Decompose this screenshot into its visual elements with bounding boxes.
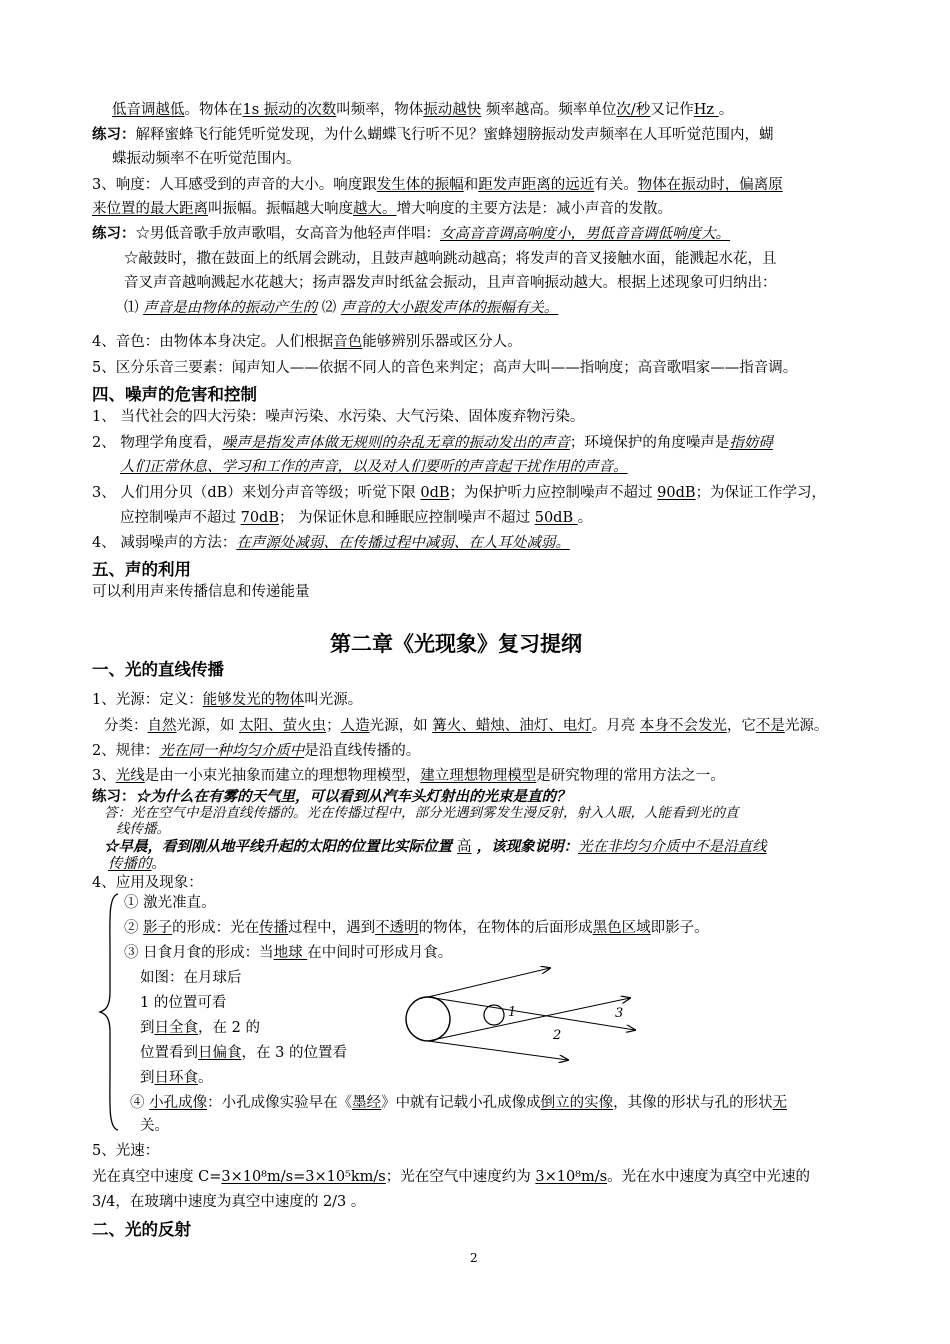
underlined-term: 本身不会发光 xyxy=(639,718,727,734)
text: ☆男低音歌手放声歌唱，女高音为他轻声伴唱： xyxy=(135,226,440,242)
exercise-label: 练习： xyxy=(92,126,136,143)
underlined-term: 传播 xyxy=(259,920,289,936)
text-line xyxy=(140,1018,260,1038)
underlined-term: 物体在振动时，偏离原 xyxy=(637,177,783,193)
text-line xyxy=(140,1043,347,1063)
text: 是沿直线传播的。 xyxy=(304,743,421,759)
underlined-term: 振动越快 xyxy=(423,102,482,118)
underlined-term: 太阳、萤火虫 xyxy=(239,718,327,734)
text-line xyxy=(92,175,783,195)
question-line xyxy=(104,838,767,856)
text: ⑵ xyxy=(317,300,341,316)
ray-line xyxy=(428,1041,568,1060)
ray-line xyxy=(428,968,550,997)
text: 。月亮 xyxy=(591,718,640,734)
underlined-term: 人造 xyxy=(340,718,370,734)
text-line xyxy=(92,533,570,553)
underlined-term: 90dB xyxy=(657,485,696,501)
underlined-term: 日环食 xyxy=(154,1070,198,1086)
text-line: ☆敲鼓时，撒在鼓面上的纸屑会跳动，且鼓声越响跳动越高；将发声的音叉接触水面，能溅起水花，且 xyxy=(124,251,777,267)
text: 的物体，在物体的后面形成 xyxy=(418,920,593,936)
underlined-term: 小孔成像 xyxy=(149,1095,208,1111)
text-line: 如图：在月球后 xyxy=(140,970,242,986)
list-item xyxy=(130,1093,787,1113)
exercise-label: 练习： xyxy=(92,225,136,242)
text: 。物体在 xyxy=(184,102,243,118)
text-line xyxy=(92,483,826,503)
text: 光在真空中速度 C= xyxy=(92,1169,222,1185)
text: 的形成：光在 xyxy=(172,920,260,936)
underlined-term: 地球 xyxy=(273,945,308,961)
text: 。光在水中速度为真空中光速的 xyxy=(607,1169,811,1185)
underlined-term: 光线 xyxy=(115,768,145,784)
text: 。 xyxy=(718,102,734,118)
answer: 指妨碍 xyxy=(729,435,773,451)
text: 频率越高。频率单位 xyxy=(481,102,617,118)
answer-line: 答：光在空气中是沿直线传播的。光在传播过程中，部分光遇到雾发生漫反射，射入人眼，人能看到光的直 xyxy=(104,805,739,821)
text-line xyxy=(140,1068,213,1088)
text: ； xyxy=(326,718,341,734)
text: 到 xyxy=(140,1070,155,1086)
underlined-term: 墨经 xyxy=(352,1095,382,1111)
answer: 声音的大小跟发声体的振幅有关。 xyxy=(340,300,559,316)
label-2: 2 xyxy=(553,1028,562,1043)
text-line: 关。 xyxy=(140,1118,169,1134)
text: ，在 3 的位置看 xyxy=(241,1045,347,1061)
text-line: 3/4，在玻璃中速度为真空中速度的 2/3 。 xyxy=(92,1194,366,1210)
underlined-term: 不透明 xyxy=(375,920,419,936)
text: ；光在空气中速度约为 xyxy=(385,1169,536,1185)
label-1: 1 xyxy=(508,1005,517,1020)
answer: 女高音音调高响度小，男低音音调低响度大。 xyxy=(440,226,730,242)
underlined-term: 0dB xyxy=(420,485,450,501)
underlined-term: 3×10⁸m/s xyxy=(535,1169,608,1185)
question: ☆早晨，看到刚从地平线升起的太阳的位置比实际位置 xyxy=(104,838,458,855)
underlined-term: 来位置的最大距离 xyxy=(92,201,208,217)
underlined-term: 音色 xyxy=(333,334,363,350)
ray-line xyxy=(428,998,630,1041)
underlined-term: 建立理想物理模型 xyxy=(420,768,537,784)
answer: 在声源处减弱、在传播过程中减弱、在人耳处减弱。 xyxy=(236,535,570,551)
text: 到 xyxy=(140,1020,155,1036)
underlined-term: 发生体的振幅 xyxy=(376,177,464,193)
text: 是由一小束光抽象而建立的理想物理模型， xyxy=(144,768,421,784)
underlined-term: 日全食 xyxy=(154,1020,198,1036)
text: 》中就有记载小孔成像成 xyxy=(381,1095,541,1111)
underlined-term: 倒立的实像 xyxy=(540,1095,614,1111)
underlined-term: 越大。 xyxy=(353,201,397,217)
text-line: 音叉声音越响溅起水花越大；扬声器发声时纸盆会振动，且声音响振动越大。根据上述现象可归纳出： xyxy=(124,275,777,291)
text: 。 xyxy=(577,510,593,526)
text: ；环境保护的角度噪声是 xyxy=(569,435,730,451)
underlined-term: Hz xyxy=(693,102,719,118)
text: ⑴ xyxy=(124,300,144,316)
underlined-term: 黑色区域 xyxy=(592,920,651,936)
text: ④ xyxy=(130,1095,150,1111)
list-item xyxy=(124,918,709,938)
underlined-term: 能够发光的物体 xyxy=(202,692,305,708)
answer: 传播的 xyxy=(108,856,152,872)
underlined-term: 70dB xyxy=(240,510,279,526)
sun-circle xyxy=(406,997,450,1041)
text: 光源，如 xyxy=(176,718,240,734)
text: 解释蜜蜂飞行能凭听觉发现，为什么蝴蝶飞行听不见？蜜蜂翅膀振动发声频率在人耳听觉范围内，蝴 xyxy=(135,127,774,143)
text-line xyxy=(92,199,672,219)
underlined-term: 篝火、蜡烛、油灯、电灯 xyxy=(432,718,592,734)
text: 4、 减弱噪声的方法： xyxy=(92,535,237,551)
text-line xyxy=(92,1167,810,1187)
text: ，其像的形状与孔的形状 xyxy=(613,1095,773,1111)
list-item: ① 激光准直。 xyxy=(124,895,216,911)
answer: 高 xyxy=(457,839,472,855)
text: 能够辨别乐器或区分人。 xyxy=(362,334,522,350)
text-line xyxy=(124,298,558,318)
text: ；为保证工作学习， xyxy=(695,485,827,501)
exercise-line xyxy=(92,224,730,244)
text: 应控制噪声不超过 xyxy=(120,510,241,526)
underlined-term: 影子 xyxy=(143,920,173,936)
text: 3、响度：人耳感受到的声音的大小。响度跟 xyxy=(92,177,377,193)
answer: 噪声是指发声体做无规则的杂乱无章的振动发出的声音 xyxy=(221,435,570,451)
text-line xyxy=(92,741,420,761)
text: ； 为保证休息和睡眠应控制噪声不超过 xyxy=(279,510,535,526)
text-line xyxy=(92,766,725,786)
text: 4、音色：由物体本身决定。人们根据 xyxy=(92,334,334,350)
text: 和 xyxy=(463,177,479,193)
underlined-term: 日偏食 xyxy=(198,1045,242,1061)
text-line xyxy=(112,100,733,120)
text-line xyxy=(92,690,362,710)
text-line: 1 的位置可看 xyxy=(140,995,227,1011)
page-number: 2 xyxy=(470,1251,478,1265)
text-line: 1、 当代社会的四大污染：噪声污染、水污染、大气污染、固体废弃物污染。 xyxy=(92,409,585,425)
text-line xyxy=(92,332,522,352)
answer-line xyxy=(108,855,166,873)
curly-brace xyxy=(98,892,122,1132)
text-line xyxy=(120,508,592,528)
exercise-label: 练习： xyxy=(92,788,136,805)
text: 叫频率，物体 xyxy=(336,102,424,118)
text: 又记作 xyxy=(650,102,694,118)
text: ③ 日食月食的形成：当 xyxy=(124,945,274,961)
section-heading: 四、噪声的危害和控制 xyxy=(92,385,257,404)
underlined-term: 3×10⁸m/s=3×10⁵km/s xyxy=(221,1169,386,1185)
text: 叫光源。 xyxy=(304,692,363,708)
text: 是研究物理的常用方法之一。 xyxy=(536,768,725,784)
text: 增大响度的主要方法是：减小声音的发散。 xyxy=(396,201,672,217)
underlined-term: 距发声距离的远近 xyxy=(478,177,595,193)
label-3: 3 xyxy=(615,1006,624,1021)
underlined-term: 无 xyxy=(772,1095,788,1111)
text: ；为保护听力应控制噪声不超过 xyxy=(449,485,658,501)
text: 3、 xyxy=(92,768,116,784)
text: 。 xyxy=(151,856,166,872)
answer: 光在非均匀介质中不是沿直线 xyxy=(578,839,767,855)
underlined-term: 次/秒 xyxy=(616,102,651,118)
text: 光源，如 xyxy=(369,718,433,734)
underlined-term: 1s 振动的次数 xyxy=(242,102,337,118)
underlined-term: 低音调越低 xyxy=(112,102,185,118)
text: ，在 2 的 xyxy=(198,1020,260,1036)
text: 即影子。 xyxy=(650,920,709,936)
text: 2、规律： xyxy=(92,743,160,759)
text: 有关。 xyxy=(594,177,638,193)
text: 3、 人们用分贝（dB）来划分声音等级；听觉下限 xyxy=(92,485,421,501)
underlined-term: 50dB xyxy=(534,510,578,526)
text: 位置看到 xyxy=(140,1045,198,1061)
eclipse-diagram xyxy=(400,960,650,1070)
text: 在中间时可形成月食。 xyxy=(307,945,453,961)
exercise-line xyxy=(92,125,774,145)
question: ☆为什么在有雾的天气里，可以看到从汽车头灯射出的光束是直的？ xyxy=(135,788,571,805)
text: 叫振幅。振幅越大响度 xyxy=(208,201,353,217)
text: ，它 xyxy=(726,718,756,734)
text-line: 4、应用及现象： xyxy=(92,875,203,891)
chapter-title: 第二章《光现象》复习提纲 xyxy=(330,632,582,656)
text: ② xyxy=(124,920,144,936)
text-line: 5、光速： xyxy=(92,1143,160,1159)
text: 光源。 xyxy=(784,718,829,734)
text: 分类： xyxy=(104,718,148,734)
text-line: 5、区分乐音三要素：闻声知人——依据不同人的音色来判定；高声大叫——指响度；高音歌唱家——指音调。 xyxy=(92,360,798,376)
text-line xyxy=(104,716,828,736)
text: 。 xyxy=(198,1070,213,1086)
text: 2、 物理学角度看， xyxy=(92,435,222,451)
text: ：小孔成像实验早在《 xyxy=(207,1095,353,1111)
text: 1、光源：定义： xyxy=(92,692,203,708)
underlined-term: 不是 xyxy=(755,718,785,734)
answer: 光在同一种均匀介质中 xyxy=(159,743,305,759)
question: ，该现象说明： xyxy=(471,838,579,855)
text: 过程中，遇到 xyxy=(288,920,376,936)
ray-line xyxy=(428,997,635,1030)
underlined-term: 自然 xyxy=(147,718,177,734)
text-line: 可以利用声来传播信息和传递能量 xyxy=(92,584,310,600)
exercise-line xyxy=(92,788,571,806)
answer-line: 线传播。 xyxy=(116,821,170,837)
answer-line: 人们正常休息、学习和工作的声音，以及对人们要听的声音起干扰作用的声音。 xyxy=(120,459,628,475)
answer: 声音是由物体的振动产生的 xyxy=(143,300,318,316)
section-heading: 五、声的利用 xyxy=(92,560,191,579)
text-line: 蝶振动频率不在听觉范围内。 xyxy=(112,151,301,167)
section-heading: 一、光的直线传播 xyxy=(92,660,224,679)
text-line xyxy=(92,433,773,453)
section-heading: 二、光的反射 xyxy=(92,1220,191,1239)
